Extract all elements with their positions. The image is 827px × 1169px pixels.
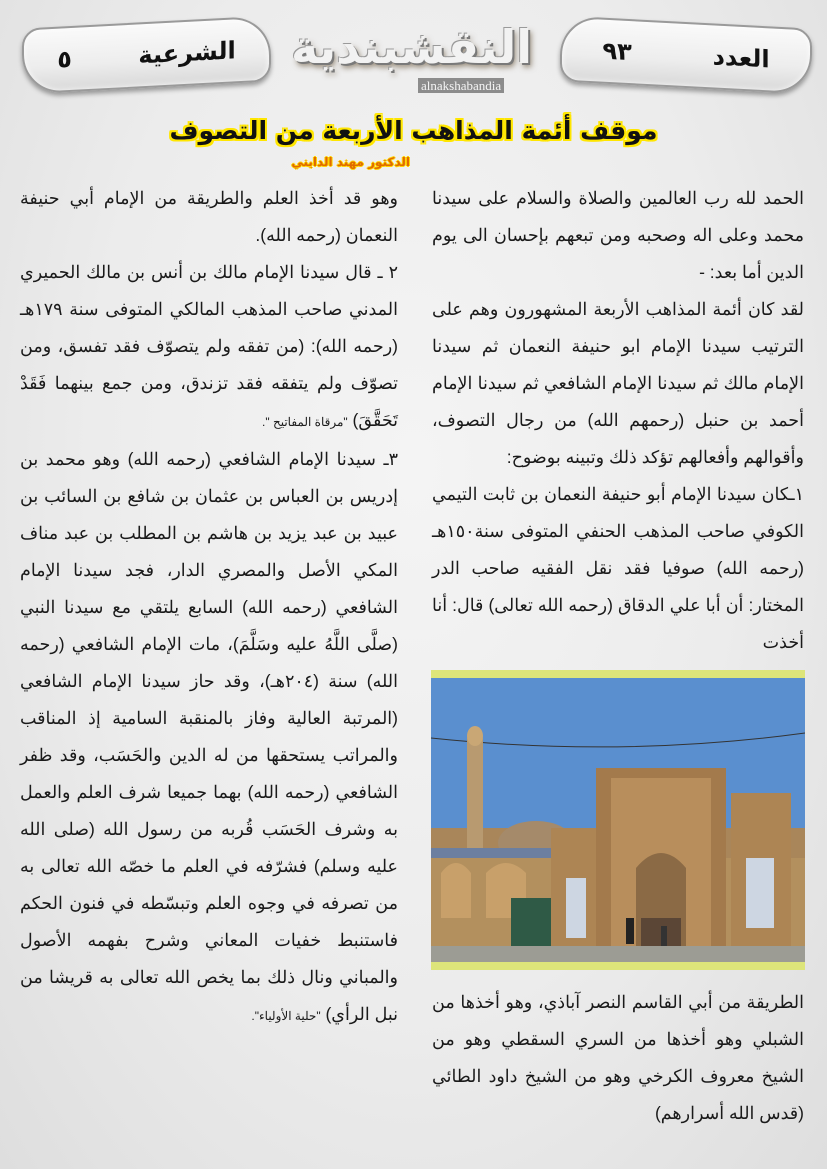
article-title: موقف أئمة المذاهب الأربعة من التصوف: [169, 116, 658, 145]
page-number: ٥: [57, 44, 72, 74]
paragraph: الحمد لله رب العالمين والصلاة والسلام على سيدنا محمد وعلى اله وصحبه ومن تبعهم بإحسان الى يوم الدين أما بعد: -: [432, 188, 804, 282]
issue-number: ٩٣: [602, 36, 632, 67]
issue-banner: [560, 15, 812, 94]
mosque-image: [431, 678, 805, 962]
magazine-logo: [290, 18, 532, 93]
section-banner: [22, 15, 271, 94]
source-citation: "مرقاة المفاتيح ".: [262, 415, 348, 429]
paragraph-text: ٣ـ سيدنا الإمام الشافعي (رحمه الله) وهو محمد بن إدريس بن العباس بن عثمان بن شافع بن السائب بن عبيد بن عبد يزيد بن هاشم بن المطلب بن عبد مناف المكي الأصل والمصري الدار، فجد سيدنا الإمام الشافعي (رحمه الله) السابع يلتقي مع سيدنا النبي (صلَّى اللَّهُ عليه وسَلَّمَ)، مات الإمام الشافعي (رحمه الله) سنة (٢٠٤هـ)، وقد حاز سيدنا الإمام الشافعي (المرتبة العالية وفاز بالمنقبة السامية إذ المناقب والمراتب يستحقها من له الدين والحَسَب، وقد ظفر الشافعي (رحمه الله) بهما جميعا شرف العلم والعمل به وشرف الحَسَب قُربه من رسول الله (صلى الله عليه وسلم) فشرّفه في العلم ما خصّه الله تعالى به من تصرفه في وجوه العلم وتبسّطه في فنون الحكم فاستنبط خفيات المعاني وشرح بفهمه الأصول والمباني ونال ذلك بما يخص الله تعالى به قريشا من نبل الرأي): [20, 449, 398, 1024]
mosque-photo: [431, 670, 805, 970]
paragraph: لقد كان أئمة المذاهب الأربعة المشهورون وهم على الترتيب سيدنا الإمام ابو حنيفة النعمان ثم سيدنا الإمام مالك ثم سيدنا الإمام الشافعي ثم سيدنا الإمام أحمد بن حنبل (رحمهم الله) من رجال التصوف، وأقوالهم وأفعالهم تؤكد ذلك وتبينه بوضوح:: [432, 299, 804, 467]
paragraph: الطريقة من أبي القاسم النصر آباذي، وهو أخذها من الشبلي وهو أخذها من السري السقطي وهو من الشيخ معروف الكرخي وهو من الشيخ داود الطائي (قدس الله أسرارهم): [432, 992, 804, 1123]
paragraph-text: ٢ ـ قال سيدنا الإمام مالك بن أنس بن مالك الحميري المدني صاحب المذهب المالكي المتوفى سنة ١٧٩هـ (رحمه الله): (من تفقه ولم يتصوّف فقد تفسق، ومن تصوّف ولم يتفقه فقد تزندق، ومن جمع بينهما فَقَدْ تَحَقَّقَ): [20, 262, 398, 430]
paragraph: ١ـكان سيدنا الإمام أبو حنيفة النعمان بن ثابت التيمي الكوفي صاحب المذهب الحنفي المتوفى سنة١٥٠هـ (رحمه الله) صوفيا فقد نقل الفقيه صاحب الدر المختار: أن أبا علي الدقاق (رحمه الله تعالى) قال: أنا أخذت: [432, 484, 804, 652]
paragraph: وهو قد أخذ العلم والطريقة من الإمام أبي حنيفة النعمان (رحمه الله).: [20, 188, 398, 245]
paragraph: [20, 254, 398, 441]
section-label: الشرعية: [138, 36, 236, 70]
author-byline: الدكتور مهند الدايني: [291, 155, 410, 169]
left-column: [20, 180, 398, 1035]
paragraph: [20, 441, 398, 1035]
right-column: [432, 180, 804, 661]
logo-latin: alnakshabandia: [418, 78, 504, 93]
issue-label: العدد: [712, 42, 770, 74]
logo-arabic: النقشبندية: [290, 20, 532, 74]
right-column-continued: [432, 984, 804, 1132]
source-citation: "حلية الأولياء".: [251, 1009, 321, 1023]
